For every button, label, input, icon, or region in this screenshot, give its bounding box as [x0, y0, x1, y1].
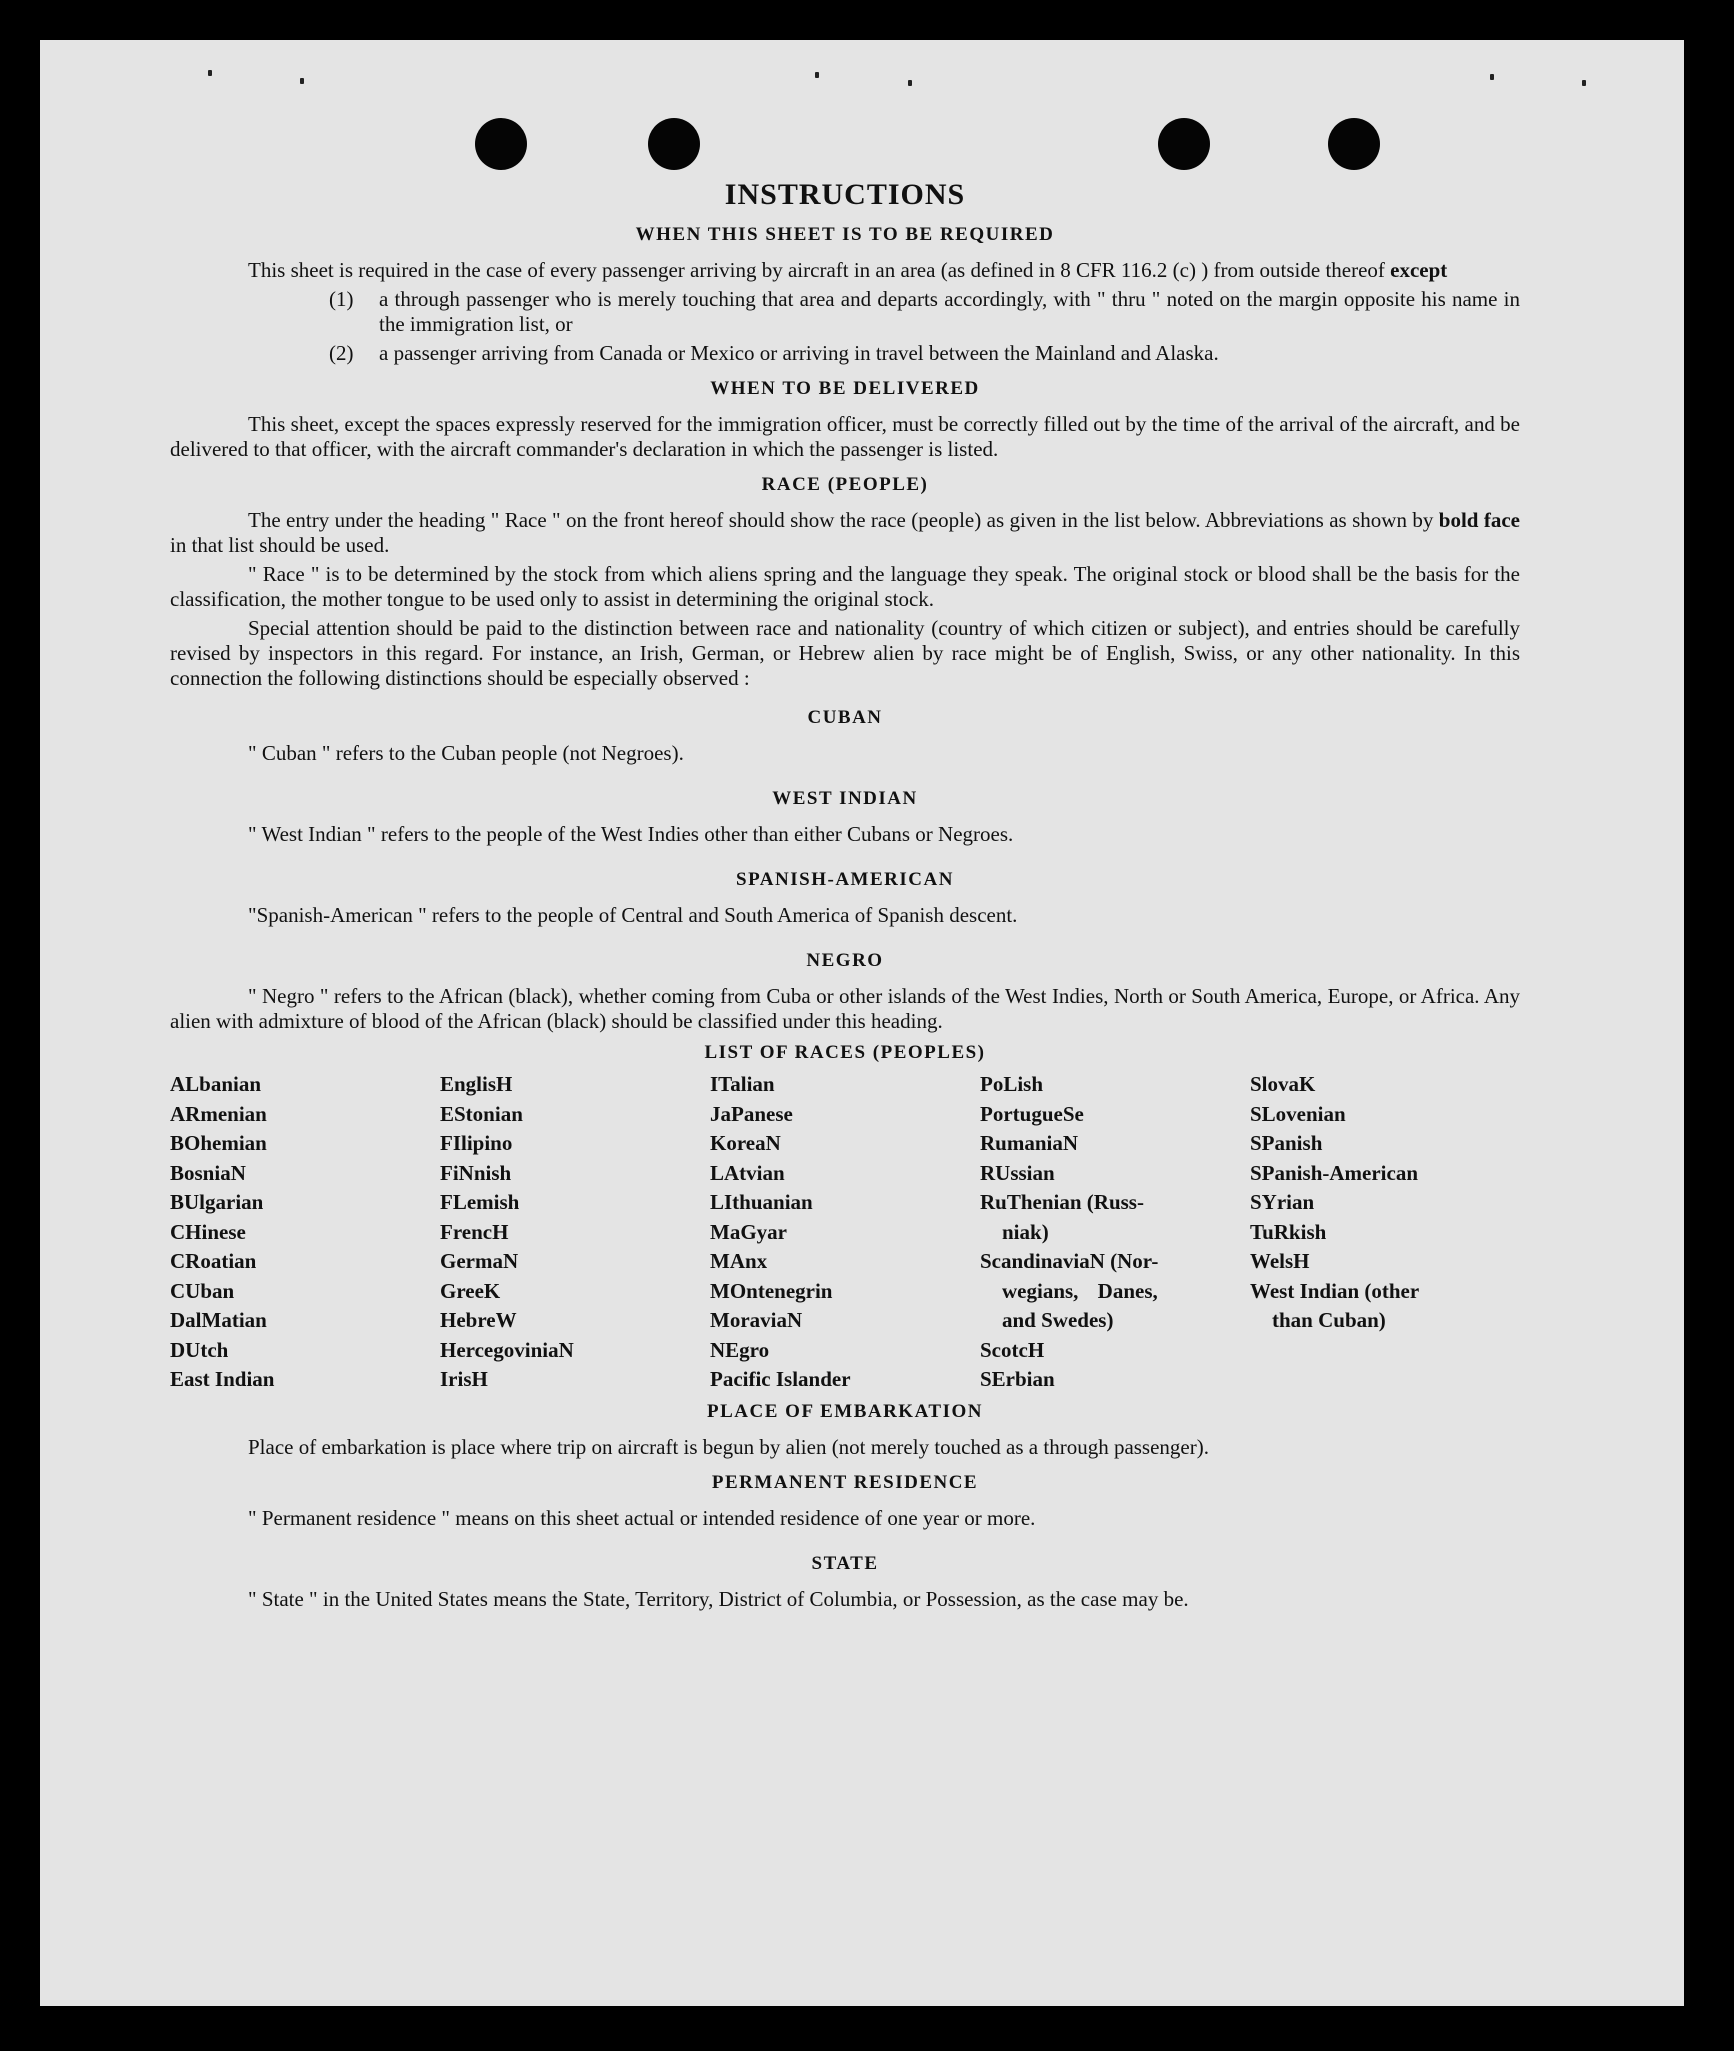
- races-column-1: [170, 1070, 440, 1395]
- paragraph: " Race " is to be determined by the stock from which aliens spring and the language they speak. The original stock or blood shall be the basis for the classification, the mother tongue to be used only to assist in determining the original stock.: [170, 562, 1520, 611]
- paragraph: Place of embarkation is place where trip on aircraft is begun by alien (not merely touched as a through passenger).: [248, 1434, 1209, 1459]
- race-item: NEgro: [710, 1337, 770, 1362]
- list-item: [329, 287, 1520, 337]
- paragraph: Special attention should be paid to the distinction between race and nationality (country of which citizen or subject), and entries should be carefully revised by inspectors in this regard. For instance, an Irish, German, or Hebrew alien by race might be of English, Swiss, or any other nationality. In this connection the following distinctions should be especially observed :: [170, 616, 1520, 690]
- section-heading: SPANISH-AMERICAN: [736, 869, 954, 890]
- section-heading: WHEN TO BE DELIVERED: [710, 378, 980, 399]
- paragraph: " Negro " refers to the African (black), whether coming from Cuba or other islands of the West Indies, North or South America, Europe, or Africa. Any alien with admixture of blood of the African (black) should be classified under this heading.: [170, 984, 1520, 1033]
- paragraph: This sheet, except the spaces expressly reserved for the immigration officer, must be correctly filled out by the time of the arrival of the aircraft, and be delivered to that officer, with the aircraft commander's declaration in which the passenger is listed.: [170, 412, 1520, 461]
- instructions-content: [170, 178, 1520, 1612]
- paragraph: The entry under the heading " Race " on the front hereof should show the race (people) as given in the list below. Abbreviations as shown by bold face in that list should be used.: [170, 508, 1520, 557]
- section-heading: PLACE OF EMBARKATION: [707, 1400, 983, 1422]
- race-item: BosniaN: [170, 1160, 246, 1185]
- race-item: ScandinaviaN (Nor-: [980, 1249, 1159, 1273]
- ink-speck: [908, 80, 912, 86]
- race-item: RUssian: [980, 1160, 1055, 1185]
- section-heading: NEGRO: [806, 950, 884, 971]
- section-heading: WEST INDIAN: [772, 788, 918, 809]
- race-item: FIlipino: [440, 1131, 513, 1155]
- race-item: DUtch: [170, 1337, 229, 1362]
- race-item: CRoatian: [170, 1249, 257, 1273]
- race-item: JaPanese: [710, 1101, 793, 1126]
- punch-hole: [1328, 118, 1380, 170]
- race-item: HebreW: [440, 1308, 517, 1332]
- paragraph: "Spanish-American " refers to the people of Central and South America of Spanish descent.: [248, 903, 1018, 927]
- list-item: [329, 341, 1520, 366]
- race-item: Pacific Islander: [710, 1367, 851, 1391]
- race-item: MAnx: [710, 1249, 768, 1273]
- ink-speck: [815, 72, 819, 78]
- section-heading: RACE (PEOPLE): [761, 474, 929, 495]
- ink-speck: [1582, 80, 1586, 86]
- race-item: FiNnish: [440, 1160, 512, 1185]
- race-item: CUban: [170, 1278, 235, 1303]
- race-item: ALbanian: [170, 1072, 262, 1096]
- paragraph: " Cuban " refers to the Cuban people (not Negroes).: [248, 741, 684, 765]
- item-number: (1): [329, 287, 354, 311]
- race-item: SErbian: [980, 1367, 1055, 1391]
- item-text: a passenger arriving from Canada or Mexico or arriving in travel between the Mainland and Alaska.: [379, 341, 1219, 365]
- race-item: FrencH: [440, 1219, 509, 1244]
- race-item: MaGyar: [710, 1219, 787, 1244]
- race-item: PoLish: [980, 1072, 1044, 1096]
- race-item: SlovaK: [1250, 1072, 1316, 1096]
- race-item: LAtvian: [710, 1160, 785, 1185]
- race-item: ARmenian: [170, 1101, 267, 1126]
- races-column-3: [710, 1070, 980, 1395]
- race-item: PortugueSe: [980, 1101, 1084, 1126]
- race-item: BOhemian: [170, 1131, 267, 1155]
- item-number: (2): [329, 341, 354, 365]
- race-item-continued: niak): [1002, 1219, 1049, 1244]
- ink-speck: [208, 70, 212, 76]
- race-item: GreeK: [440, 1278, 501, 1303]
- ink-speck: [300, 78, 304, 84]
- race-item: GermaN: [440, 1249, 519, 1273]
- race-item: SPanish: [1250, 1131, 1323, 1155]
- item-text: a through passenger who is merely touching that area and departs accordingly, with " thru " noted on the margin opposite his name in the immigration list, or: [379, 287, 1520, 336]
- race-item: ScotcH: [980, 1337, 1045, 1362]
- paragraph: " West Indian " refers to the people of the West Indies other than either Cubans or Negroes.: [248, 822, 1014, 846]
- race-item: West Indian (other: [1250, 1278, 1420, 1303]
- paragraph: " Permanent residence " means on this sheet actual or intended residence of one year or more.: [248, 1505, 1036, 1530]
- race-item: MoraviaN: [710, 1308, 803, 1332]
- race-item: LIthuanian: [710, 1190, 813, 1214]
- punch-hole: [1158, 118, 1210, 170]
- punch-hole: [475, 118, 527, 170]
- race-item: RumaniaN: [980, 1131, 1079, 1155]
- race-item-continued: than Cuban): [1272, 1308, 1386, 1332]
- races-column-5: [1250, 1070, 1520, 1395]
- race-item: HercegoviniaN: [440, 1337, 574, 1362]
- races-column-4: [980, 1070, 1250, 1395]
- race-item-continued: and Swedes): [1002, 1308, 1114, 1332]
- race-item: FLemish: [440, 1190, 520, 1214]
- section-heading: LIST OF RACES (PEOPLES): [704, 1042, 986, 1063]
- race-item: IrisH: [440, 1367, 488, 1391]
- section-heading: PERMANENT RESIDENCE: [711, 1471, 979, 1493]
- race-item: SYrian: [1250, 1190, 1315, 1214]
- race-item: WelsH: [1250, 1249, 1310, 1273]
- race-item: SLovenian: [1250, 1101, 1346, 1126]
- race-item: BUlgarian: [170, 1190, 264, 1214]
- section-heading: CUBAN: [807, 707, 883, 728]
- race-item: CHinese: [170, 1219, 246, 1244]
- ink-speck: [1490, 74, 1494, 80]
- race-item: RuThenian (Russ-: [980, 1190, 1144, 1214]
- section-heading: STATE: [811, 1552, 879, 1574]
- race-item: EStonian: [440, 1101, 523, 1126]
- punch-hole: [648, 118, 700, 170]
- race-item: SPanish-American: [1250, 1160, 1418, 1185]
- race-item: ITalian: [710, 1072, 775, 1096]
- paragraph: " State " in the United States means the State, Territory, District of Columbia, or Possession, as the case may be.: [248, 1586, 1189, 1611]
- race-item: DalMatian: [170, 1308, 267, 1332]
- race-item-continued: wegians, Danes,: [1002, 1278, 1158, 1303]
- section-heading: WHEN THIS SHEET IS TO BE REQUIRED: [635, 224, 1055, 245]
- paragraph: This sheet is required in the case of every passenger arriving by aircraft in an area (as defined in 8 CFR 116.2 (c) ) from outside thereof except: [248, 258, 1448, 282]
- race-item: KoreaN: [710, 1131, 781, 1155]
- races-list: [170, 1070, 1520, 1395]
- race-item: MOntenegrin: [710, 1278, 833, 1303]
- races-column-2: [440, 1070, 710, 1395]
- race-item: TuRkish: [1250, 1219, 1327, 1244]
- race-item: East Indian: [170, 1367, 275, 1391]
- race-item: EnglisH: [440, 1072, 513, 1096]
- page-title: INSTRUCTIONS: [724, 178, 966, 211]
